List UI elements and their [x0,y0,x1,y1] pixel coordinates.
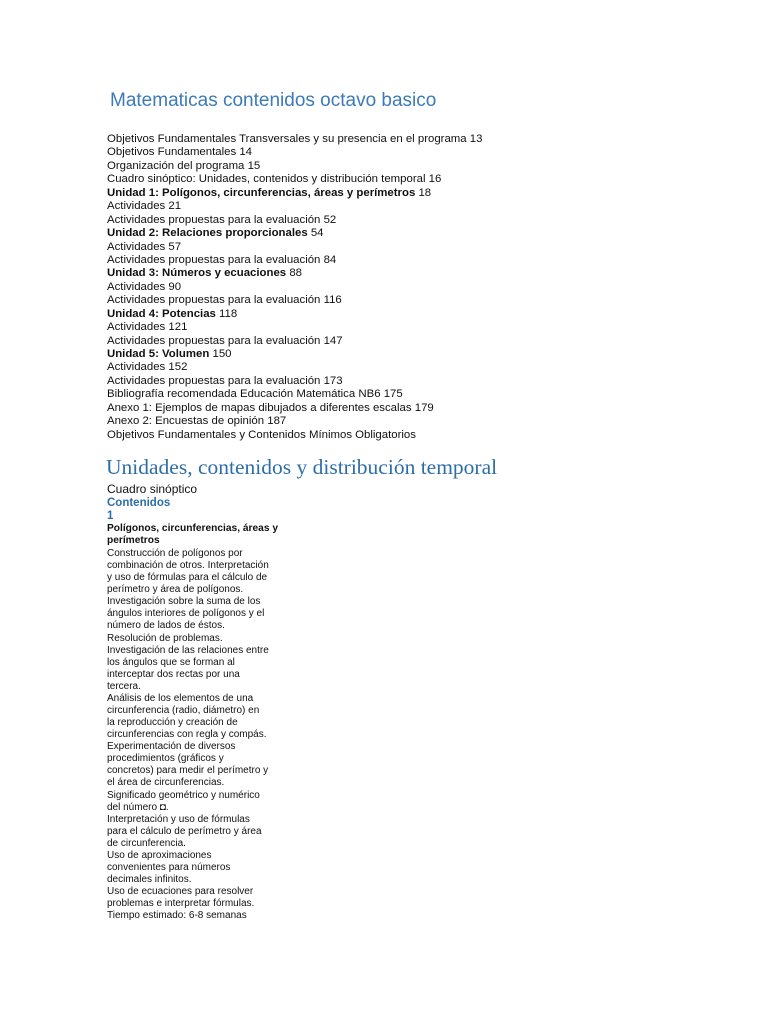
toc-item [107,281,727,294]
toc-item-page: 118 [219,307,238,320]
content-line: combinación de otros. Interpretación [107,560,269,572]
content-line: Interpretación y uso de fórmulas [107,813,250,825]
toc-item [107,241,727,254]
content-line: ángulos interiores de polígonos y el [107,608,265,620]
toc-item-label: Actividades propuestas para la evaluación [107,253,321,266]
document-title: Matematicas contenidos octavo basico [110,90,437,111]
toc-item-page: 15 [247,159,261,172]
unit-title: Polígonos, circunferencias, áreas y perímetros [107,523,278,547]
content-line: número de lados de éstos. [107,620,225,632]
toc-item-label: Objetivos Fundamentales [107,146,237,159]
toc-item [107,160,727,173]
toc-item-page: 179 [414,401,434,414]
content-line: Análisis de los elementos de una [107,692,254,704]
content-line: circunferencias con regla y compás. [107,729,267,741]
toc-item-label: Actividades propuestas para la evaluación [107,334,321,347]
toc-item-label: Actividades propuestas para la evaluación [107,374,321,387]
toc-item-page: 54 [310,227,324,240]
toc-item [107,361,727,374]
toc-item-page: 52 [323,213,337,226]
toc-item [107,187,727,200]
toc-item-label: Unidad 2: Relaciones proporcionales [107,227,308,240]
toc-item [107,267,727,280]
toc-item-label: Actividades [107,361,166,374]
content-line: Uso de aproximaciones [107,849,212,861]
toc-item-page: 14 [239,146,253,159]
toc-item-page: 88 [289,267,302,280]
unit-number: 1 [107,510,114,522]
toc-item-label: Unidad 5: Volumen [107,348,210,360]
toc-item [107,308,727,321]
toc-item-page: 57 [168,240,182,253]
toc-item-page: 13 [469,133,483,145]
toc-item-page: 175 [383,388,403,401]
toc-item-label: Actividades [107,280,166,293]
toc-item [107,321,727,334]
content-line: para el cálculo de perímetro y área [107,825,262,837]
toc-item-page: 84 [323,253,337,266]
toc-item-label: Unidad 3: Números y ecuaciones [107,267,287,280]
content-list [107,548,282,922]
toc-item [107,214,727,227]
toc-item [107,388,727,401]
content-line: de circunferencia. [107,837,186,849]
toc-item [107,200,727,213]
contenidos-label: Contenidos [107,497,171,509]
content-line: circunferencia (radio, diámetro) en [107,705,260,717]
toc-item [107,375,727,388]
content-line: concretos) para medir el perímetro y [107,765,269,777]
content-line: convenientes para números [107,862,231,874]
toc-item-label: Actividades [107,200,166,213]
toc-item-page: 18 [418,186,432,199]
toc-item [107,133,727,146]
toc-item-label: Objetivos Fundamentales Transversales y su presencia en el programa [107,133,467,145]
content-line: Uso de ecuaciones para resolver [107,886,254,898]
toc-item [107,402,727,415]
content-line: la reproducción y creación de [107,717,238,729]
content-line: procedimientos (gráficos y [107,753,224,765]
content-line: Construcción de polígonos por [107,548,243,559]
toc-item-label: Objetivos Fundamentales y Contenidos Mínimos Obligatorios [107,428,416,441]
content-line: problemas e interpretar fórmulas. [107,898,255,910]
toc-item-page: 121 [168,321,188,334]
toc-item-page: 152 [168,361,188,374]
toc-item-label: Anexo 2: Encuestas de opinión [107,415,265,428]
toc-item-page: 147 [323,334,343,347]
toc-item-page: 21 [168,200,182,213]
section-subtitle: Cuadro sinóptico [107,482,198,496]
toc-item [107,348,727,361]
toc-item [107,429,727,442]
content-line: Investigación sobre la suma de los [107,596,261,608]
content-line: Tiempo estimado: 6-8 semanas [107,910,247,922]
content-line: del número ◘. [107,801,169,813]
toc-item-label: Actividades propuestas para la evaluación [107,294,321,307]
toc-item-label: Actividades propuestas para la evaluación [107,213,321,226]
content-line: y uso de fórmulas para el cálculo de [107,572,268,584]
content-line: Significado geométrico y numérico [107,789,260,801]
toc-item [107,227,727,240]
toc-item [107,146,727,159]
toc-item [107,335,727,348]
table-of-contents [107,133,727,442]
toc-item-label: Anexo 1: Ejemplos de mapas dibujados a diferentes escalas [107,401,412,414]
toc-item-label: Organización del programa [107,159,245,172]
content-line: los ángulos que se forman al [107,656,235,668]
toc-item-label: Unidad 1: Polígonos, circunferencias, áreas y perímetros [107,186,416,199]
content-line: decimales infinitos. [107,874,192,886]
toc-item-page: 90 [168,280,182,293]
content-line: Investigación de las relaciones entre [107,644,269,656]
content-line: Resolución de problemas. [107,632,223,644]
toc-item-page: 173 [323,374,343,387]
section-heading: Unidades, contenidos y distribución temporal [106,455,498,479]
toc-item-label: Bibliografía recomendada Educación Matemática NB6 [107,388,381,401]
toc-item [107,415,727,428]
toc-item [107,254,727,267]
toc-item-page: 150 [212,348,232,360]
toc-item-label: Cuadro sinóptico: Unidades, contenidos y distribución temporal [107,173,426,186]
toc-item-page: 116 [323,294,342,307]
content-line: tercera. [107,680,141,692]
toc-item-page: 187 [267,415,287,428]
toc-item-label: Actividades [107,321,166,334]
toc-item [107,173,727,186]
content-line: Experimentación de diversos [107,741,236,753]
content-line: interceptar dos rectas por una [107,668,240,680]
toc-item-label: Unidad 4: Potencias [107,307,216,320]
toc-item-label: Actividades [107,240,166,253]
content-line: el área de circunferencias. [107,777,225,789]
toc-item-page: 16 [428,173,442,186]
content-line: perímetro y área de polígonos. [107,584,244,596]
toc-item [107,294,727,307]
